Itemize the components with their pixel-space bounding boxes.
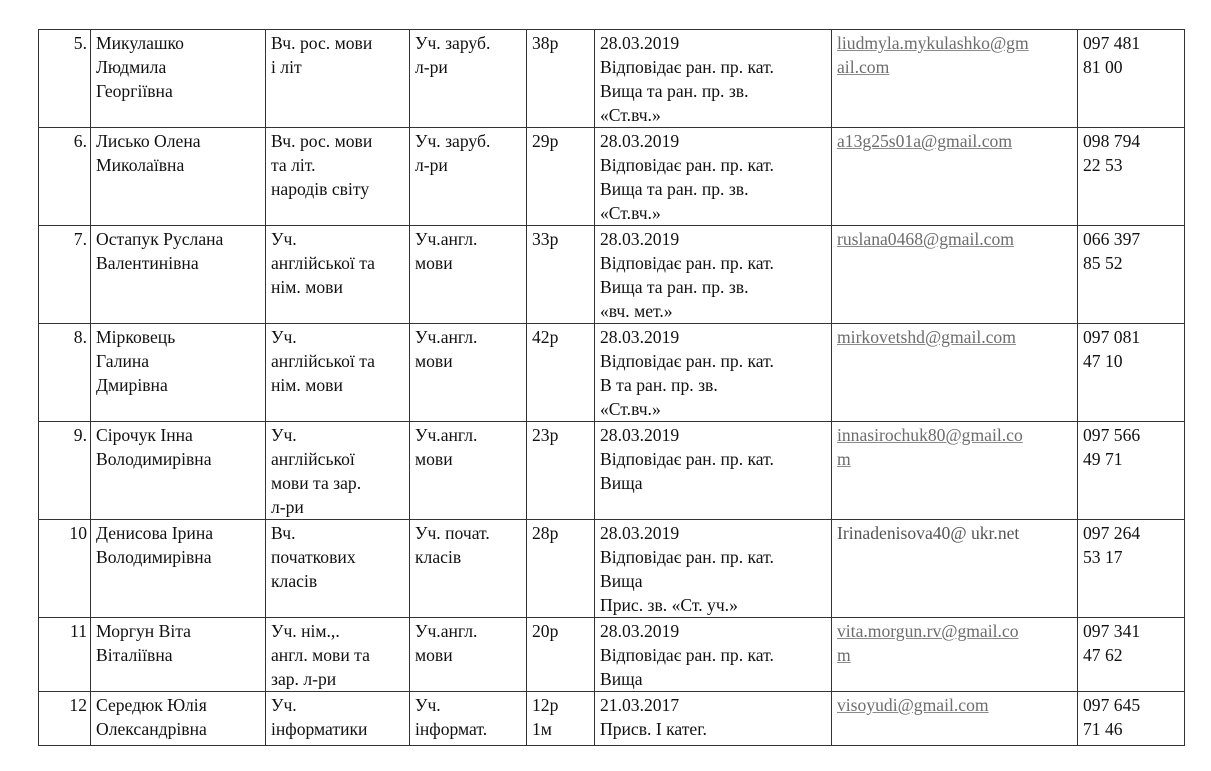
attestation-cell-text: Вища та ран. пр. зв. — [600, 179, 749, 199]
email-cell — [832, 520, 1078, 618]
teacher-name — [91, 520, 266, 618]
subject-cell — [410, 226, 527, 324]
experience-cell-text: 1м — [532, 719, 552, 739]
teacher-name-text: Віталіївна — [96, 645, 173, 665]
position-cell — [266, 128, 410, 226]
subject-cell-text: інформат. — [415, 719, 488, 739]
position-cell-text: Уч. — [271, 229, 297, 249]
experience-cell-text: 20р — [532, 621, 559, 641]
position-cell — [266, 226, 410, 324]
teacher-name-text: Людмила — [96, 57, 167, 77]
phone-cell-text: 47 10 — [1083, 351, 1123, 371]
position-cell — [266, 618, 410, 692]
experience-cell-text: 29р — [532, 131, 559, 151]
phone-cell-text: 097 481 — [1083, 33, 1141, 53]
phone-cell-text: 49 71 — [1083, 449, 1123, 469]
email-cell-text[interactable]: ruslana0468@gmail.com — [837, 229, 1014, 249]
row-number-text: 8. — [73, 327, 87, 347]
row-number-text: 11 — [70, 621, 87, 641]
attestation-cell-text: Вища — [600, 473, 643, 493]
subject-cell — [410, 128, 527, 226]
experience-cell — [527, 324, 595, 422]
position-cell-text: нім. мови — [271, 375, 343, 395]
teacher-name-text: Середюк Юлія — [96, 695, 207, 715]
row-number — [39, 324, 91, 422]
phone-cell-text: 22 53 — [1083, 155, 1123, 175]
subject-cell — [410, 30, 527, 128]
phone-cell — [1078, 520, 1185, 618]
row-number — [39, 422, 91, 520]
subject-cell-text: Уч.англ. — [415, 229, 478, 249]
phone-cell — [1078, 30, 1185, 128]
teacher-name-text: Дмирівна — [96, 375, 168, 395]
attestation-cell-text: Відповідає ран. пр. кат. — [600, 547, 774, 567]
teacher-name — [91, 128, 266, 226]
attestation-cell-text: Відповідає ран. пр. кат. — [600, 57, 774, 77]
experience-cell-text: 23р — [532, 425, 559, 445]
attestation-cell-text: Відповідає ран. пр. кат. — [600, 253, 774, 273]
position-cell — [266, 692, 410, 746]
table-row — [39, 692, 1185, 746]
subject-cell-text: мови — [415, 645, 453, 665]
teacher-name-text: Денисова Ірина — [96, 523, 214, 543]
position-cell-text: народів світу — [271, 179, 370, 199]
table-row — [39, 618, 1185, 692]
phone-cell-text: 53 17 — [1083, 547, 1123, 567]
attestation-cell-text: 28.03.2019 — [600, 131, 680, 151]
position-cell-text: і літ — [271, 57, 302, 77]
teacher-name — [91, 618, 266, 692]
teacher-name-text: Миколаївна — [96, 155, 185, 175]
position-cell-text: Уч. — [271, 327, 297, 347]
position-cell — [266, 324, 410, 422]
row-number — [39, 692, 91, 746]
position-cell-text: Уч. — [271, 425, 297, 445]
attestation-cell-text: Відповідає ран. пр. кат. — [600, 449, 774, 469]
subject-cell-text: класів — [415, 547, 462, 567]
phone-cell — [1078, 226, 1185, 324]
subject-cell — [410, 324, 527, 422]
teacher-name — [91, 692, 266, 746]
attestation-cell-text: Вища та ран. пр. зв. — [600, 277, 749, 297]
position-cell-text: Уч. — [271, 695, 297, 715]
attestation-cell — [595, 422, 832, 520]
position-cell-text: інформатики — [271, 719, 368, 739]
teacher-name-text: Лисько Олена — [96, 131, 201, 151]
position-cell-text: л-ри — [271, 497, 304, 517]
experience-cell — [527, 692, 595, 746]
phone-cell-text: 47 62 — [1083, 645, 1123, 665]
experience-cell — [527, 226, 595, 324]
experience-cell — [527, 30, 595, 128]
position-cell-text: Вч. рос. мови — [271, 33, 373, 53]
phone-cell-text: 85 52 — [1083, 253, 1123, 273]
subject-cell-text: Уч.англ. — [415, 425, 478, 445]
phone-cell-text: 097 566 — [1083, 425, 1141, 445]
phone-cell-text: 097 645 — [1083, 695, 1141, 715]
subject-cell-text: мови — [415, 449, 453, 469]
attestation-cell-text: 21.03.2017 — [600, 695, 680, 715]
attestation-cell-text: 28.03.2019 — [600, 425, 680, 445]
position-cell-text: англійської — [271, 449, 355, 469]
position-cell-text: зар. л-ри — [271, 669, 337, 689]
table-row — [39, 422, 1185, 520]
email-cell-text[interactable]: vita.morgun.rv@gmail.co — [837, 621, 1019, 641]
subject-cell-text: Уч. почат. — [415, 523, 490, 543]
attestation-cell-text: Вища та ран. пр. зв. — [600, 81, 749, 101]
teacher-name-text: Сірочук Інна — [96, 425, 193, 445]
attestation-cell-text: Відповідає ран. пр. кат. — [600, 351, 774, 371]
email-cell-text[interactable]: ail.com — [837, 57, 890, 77]
email-cell[interactable] — [832, 692, 1078, 746]
table-row — [39, 128, 1185, 226]
email-cell[interactable] — [832, 226, 1078, 324]
phone-cell — [1078, 422, 1185, 520]
teacher-name-text: Галина — [96, 351, 150, 371]
row-number-text: 9. — [73, 425, 87, 445]
attestation-cell-text: В та ран. пр. зв. — [600, 375, 718, 395]
position-cell-text: мови та зар. — [271, 473, 362, 493]
experience-cell-text: 42р — [532, 327, 559, 347]
teacher-name-text: Володимирівна — [96, 547, 212, 567]
position-cell-text: та літ. — [271, 155, 316, 175]
experience-cell — [527, 618, 595, 692]
phone-cell — [1078, 692, 1185, 746]
subject-cell-text: л-ри — [415, 57, 448, 77]
attestation-cell — [595, 618, 832, 692]
subject-cell — [410, 520, 527, 618]
phone-cell-text: 71 46 — [1083, 719, 1123, 739]
subject-cell-text: Уч. — [415, 695, 441, 715]
position-cell-text: Уч. нім.,. — [271, 621, 340, 641]
subject-cell-text: л-ри — [415, 155, 448, 175]
row-number-text: 12 — [69, 695, 87, 715]
row-number — [39, 30, 91, 128]
attestation-cell — [595, 128, 832, 226]
table-row — [39, 226, 1185, 324]
attestation-cell — [595, 520, 832, 618]
attestation-cell — [595, 226, 832, 324]
attestation-cell-text: 28.03.2019 — [600, 523, 680, 543]
attestation-cell-text: 28.03.2019 — [600, 327, 680, 347]
teacher-name-text: Валентинівна — [96, 253, 199, 273]
phone-cell-text: 098 794 — [1083, 131, 1141, 151]
attestation-cell-text: Вища — [600, 669, 643, 689]
position-cell-text: Вч. — [271, 523, 296, 543]
subject-cell-text: Уч.англ. — [415, 621, 478, 641]
table-row — [39, 30, 1185, 128]
row-number-text: 7. — [73, 229, 87, 249]
position-cell-text: англ. мови та — [271, 645, 370, 665]
attestation-cell-text: 28.03.2019 — [600, 229, 680, 249]
phone-cell — [1078, 324, 1185, 422]
email-cell[interactable] — [832, 422, 1078, 520]
phone-cell-text: 097 341 — [1083, 621, 1141, 641]
email-cell-text[interactable]: innasirochuk80@gmail.co — [837, 425, 1023, 445]
subject-cell-text: Уч. заруб. — [415, 131, 491, 151]
email-cell[interactable] — [832, 128, 1078, 226]
phone-cell-text: 097 264 — [1083, 523, 1141, 543]
position-cell-text: нім. мови — [271, 277, 343, 297]
attestation-cell-text: Вища — [600, 571, 643, 591]
position-cell-text: Вч. рос. мови — [271, 131, 373, 151]
attestation-cell-text: 28.03.2019 — [600, 33, 680, 53]
email-cell-text[interactable]: a13g25s01a@gmail.com — [837, 131, 1013, 151]
position-cell-text: англійської та — [271, 351, 375, 371]
attestation-cell-text: Відповідає ран. пр. кат. — [600, 645, 774, 665]
subject-cell-text: Уч.англ. — [415, 327, 478, 347]
phone-cell — [1078, 128, 1185, 226]
experience-cell-text: 28р — [532, 523, 559, 543]
email-cell-text[interactable]: m — [837, 449, 851, 469]
teacher-name-text: Володимирівна — [96, 449, 212, 469]
experience-cell — [527, 128, 595, 226]
attestation-cell-text: «Ст.вч.» — [600, 105, 661, 125]
position-cell — [266, 520, 410, 618]
attestation-cell-text: Відповідає ран. пр. кат. — [600, 155, 774, 175]
position-cell — [266, 422, 410, 520]
email-cell-text: Irinadenisova40@ ukr.net — [837, 523, 1020, 543]
teacher-name-text: Моргун Віта — [96, 621, 191, 641]
subject-cell-text: мови — [415, 253, 453, 273]
email-cell-text[interactable]: mirkovetshd@gmail.com — [837, 327, 1016, 347]
teacher-name-text: Микулашко — [96, 33, 184, 53]
attestation-cell-text: «Ст.вч.» — [600, 203, 661, 223]
teacher-name-text: Георгіївна — [96, 81, 173, 101]
staff-table — [38, 29, 1185, 746]
row-number-text: 5. — [73, 33, 87, 53]
attestation-cell-text: «Ст.вч.» — [600, 399, 661, 419]
phone-cell — [1078, 618, 1185, 692]
attestation-cell-text: «вч. мет.» — [600, 301, 673, 321]
teacher-name-text: Остапук Руслана — [96, 229, 224, 249]
email-cell[interactable] — [832, 30, 1078, 128]
position-cell-text: англійської та — [271, 253, 375, 273]
attestation-cell-text: 28.03.2019 — [600, 621, 680, 641]
position-cell-text: класів — [271, 571, 318, 591]
row-number — [39, 618, 91, 692]
position-cell — [266, 30, 410, 128]
teacher-name-text: Олександрівна — [96, 719, 207, 739]
phone-cell-text: 097 081 — [1083, 327, 1141, 347]
row-number — [39, 520, 91, 618]
email-cell-text[interactable]: liudmyla.mykulashko@gm — [837, 33, 1029, 53]
experience-cell-text: 38р — [532, 33, 559, 53]
attestation-cell — [595, 324, 832, 422]
row-number — [39, 226, 91, 324]
email-cell-text[interactable]: visoyudi@gmail.com — [837, 695, 989, 715]
teacher-name — [91, 226, 266, 324]
row-number-text: 6. — [73, 131, 87, 151]
subject-cell-text: мови — [415, 351, 453, 371]
experience-cell — [527, 422, 595, 520]
email-cell[interactable] — [832, 324, 1078, 422]
teacher-name — [91, 324, 266, 422]
email-cell-text[interactable]: m — [837, 645, 851, 665]
row-number-text: 10 — [69, 523, 87, 543]
subject-cell — [410, 692, 527, 746]
phone-cell-text: 81 00 — [1083, 57, 1123, 77]
subject-cell — [410, 422, 527, 520]
teacher-name — [91, 422, 266, 520]
table-body — [39, 30, 1185, 746]
experience-cell-text: 12р — [532, 695, 559, 715]
row-number — [39, 128, 91, 226]
subject-cell — [410, 618, 527, 692]
attestation-cell-text: Присв. І катег. — [600, 719, 707, 739]
table-row — [39, 324, 1185, 422]
table-row — [39, 520, 1185, 618]
subject-cell-text: Уч. заруб. — [415, 33, 491, 53]
phone-cell-text: 066 397 — [1083, 229, 1141, 249]
attestation-cell — [595, 30, 832, 128]
teacher-name — [91, 30, 266, 128]
email-cell[interactable] — [832, 618, 1078, 692]
attestation-cell — [595, 692, 832, 746]
attestation-cell-text: Прис. зв. «Ст. уч.» — [600, 595, 738, 615]
experience-cell — [527, 520, 595, 618]
experience-cell-text: 33р — [532, 229, 559, 249]
teacher-name-text: Мірковець — [96, 327, 176, 347]
position-cell-text: початкових — [271, 547, 356, 567]
